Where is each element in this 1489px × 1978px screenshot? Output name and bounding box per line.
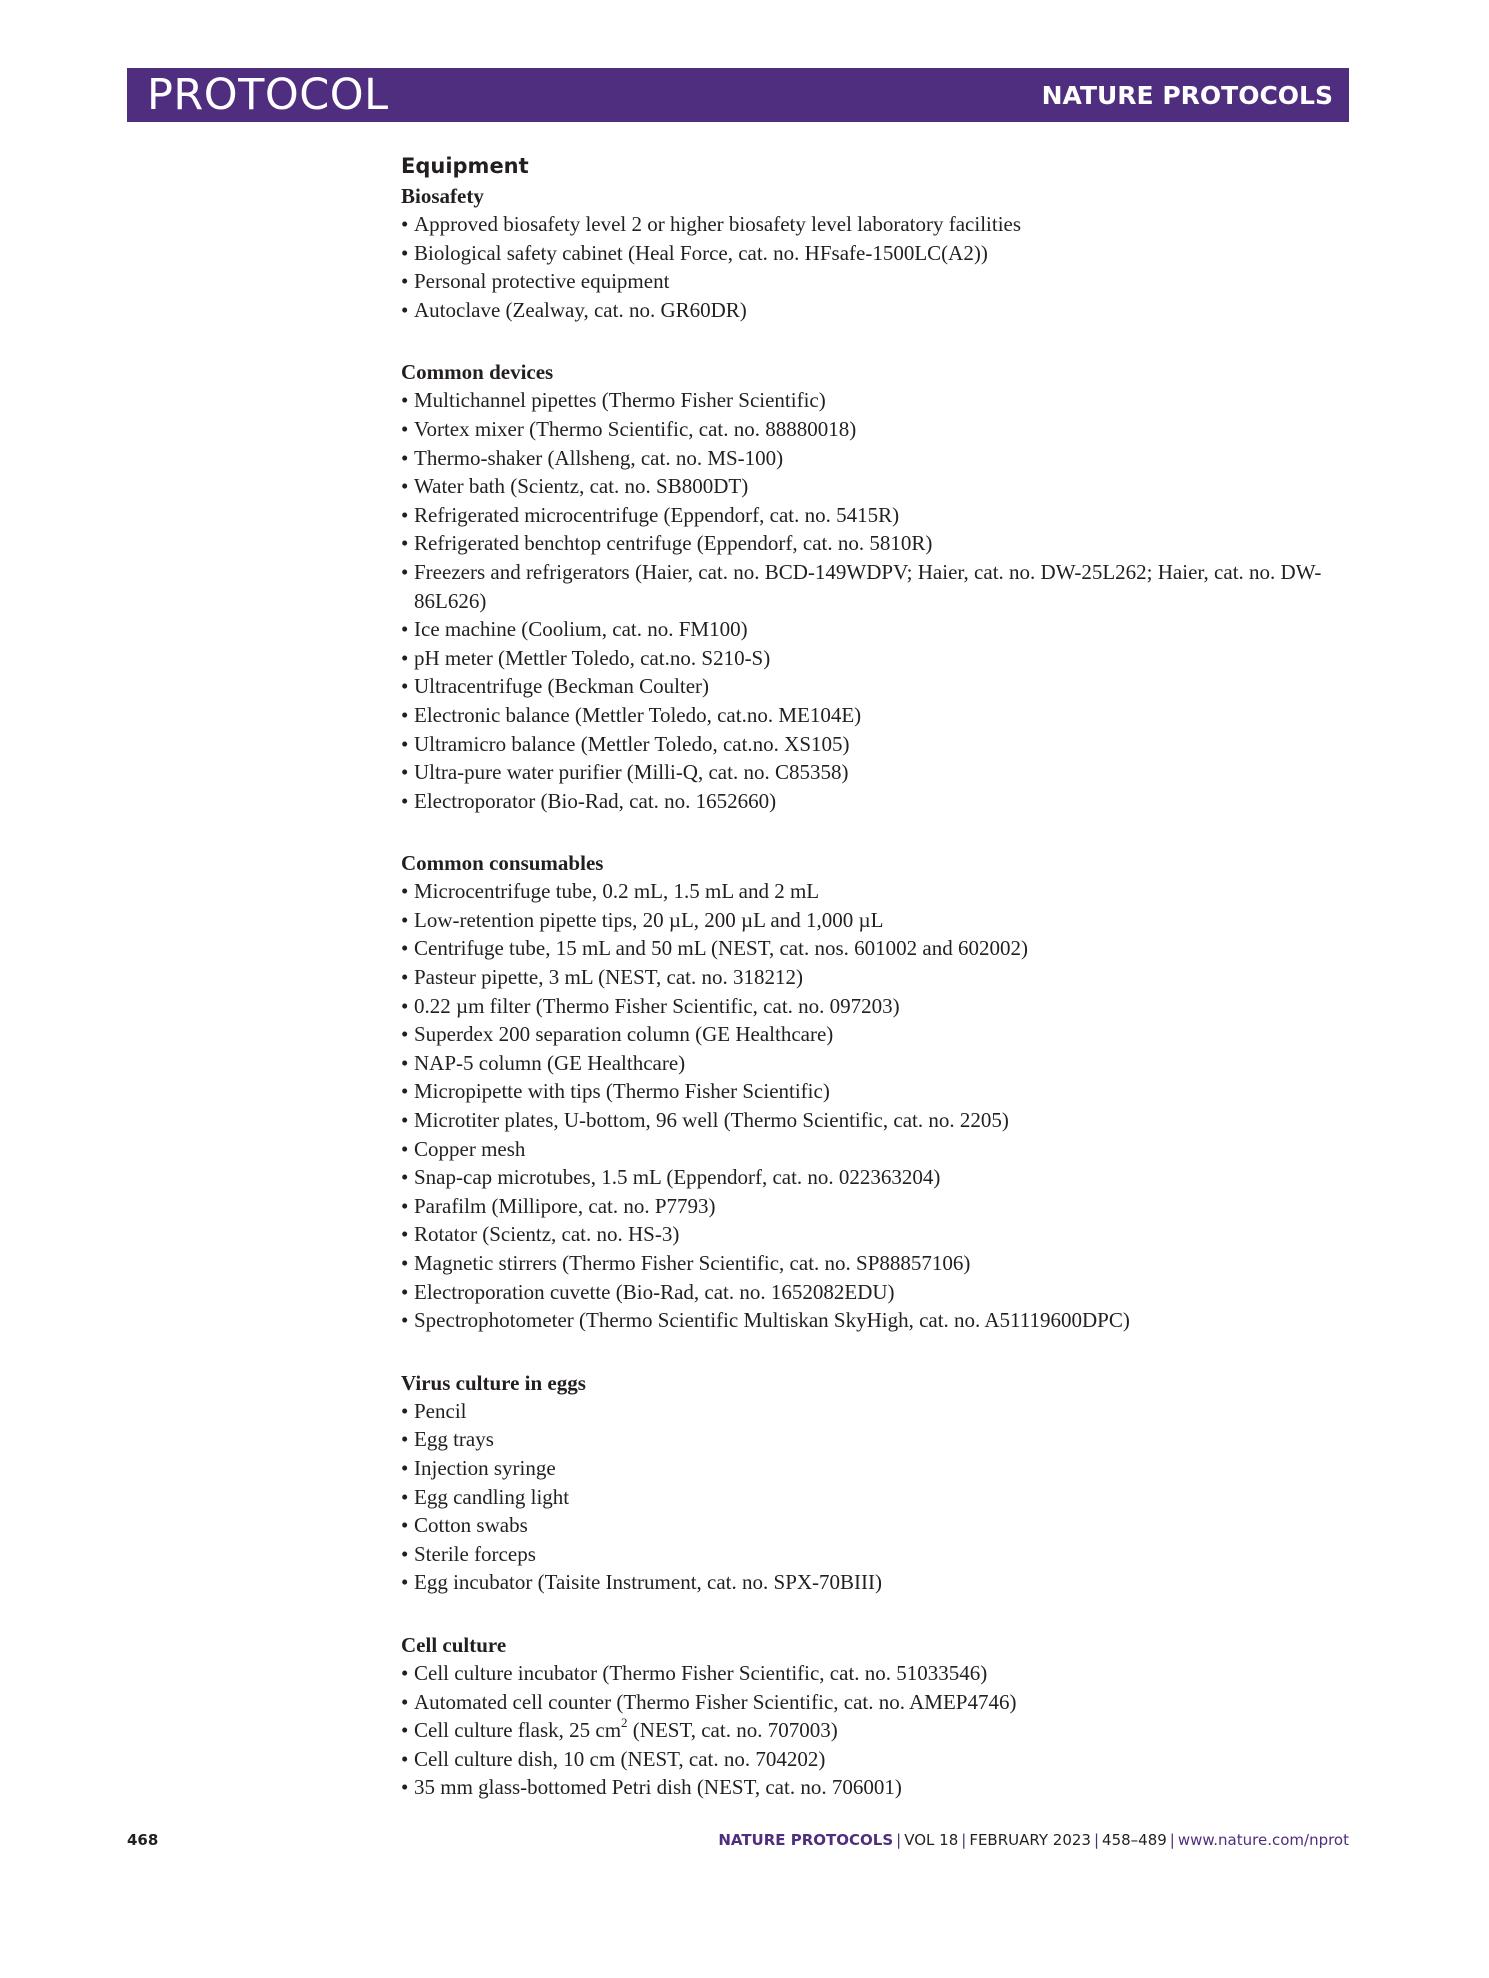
list-item-text: Personal protective equipment — [414, 269, 670, 294]
list-item-text: Cell culture incubator (Thermo Fisher Scientific, cat. no. 51033546) — [414, 1660, 988, 1685]
list-item-text: Electroporation cuvette (Bio-Rad, cat. no. 1652082EDU) — [414, 1279, 895, 1304]
bullet-icon: • — [401, 1484, 409, 1509]
list-item-text: Vortex mixer (Thermo Scientific, cat. no. 88880018) — [414, 416, 857, 441]
item-list — [401, 1659, 1351, 1802]
list-item — [401, 934, 1351, 963]
list-item — [401, 1511, 1351, 1540]
bullet-icon: • — [401, 474, 409, 499]
footer-separator: | — [896, 1831, 902, 1849]
list-item-text: Multichannel pipettes (Thermo Fisher Scientific) — [414, 388, 826, 413]
list-item-text: Microcentrifuge tube, 0.2 mL, 1.5 mL and 2 mL — [414, 879, 820, 904]
list-item-text: Ultramicro balance (Mettler Toledo, cat.no. XS105) — [414, 731, 850, 756]
list-item-text: Cell culture dish, 10 cm (NEST, cat. no. 704202) — [414, 1746, 826, 1771]
bullet-icon: • — [401, 1279, 409, 1304]
list-item — [401, 1716, 1351, 1745]
list-item — [401, 1163, 1351, 1192]
bullet-icon: • — [401, 1398, 409, 1423]
list-item-text: Refrigerated benchtop centrifuge (Eppendorf, cat. no. 5810R) — [414, 531, 933, 556]
list-item — [401, 1773, 1351, 1802]
footer-url-link[interactable]: www.nature.com/nprot — [1177, 1831, 1349, 1849]
bullet-icon: • — [401, 1746, 409, 1771]
list-item-text: Ultracentrifuge (Beckman Coulter) — [414, 674, 710, 699]
journal-header-bar — [127, 68, 1349, 122]
list-item-text: Microtiter plates, U-bottom, 96 well (Thermo Scientific, cat. no. 2205) — [414, 1108, 1009, 1133]
list-item — [401, 472, 1351, 501]
list-item — [401, 444, 1351, 473]
list-item-text: Cell culture flask, 25 cm — [414, 1718, 622, 1743]
bullet-icon: • — [401, 674, 409, 699]
list-item — [401, 644, 1351, 673]
list-item — [401, 1659, 1351, 1688]
bullet-icon: • — [401, 1718, 409, 1743]
bullet-icon: • — [401, 502, 409, 527]
equipment-section — [401, 1369, 1351, 1597]
bullet-icon: • — [401, 617, 409, 642]
equipment-section — [401, 358, 1351, 815]
list-item-text: Ice machine (Coolium, cat. no. FM100) — [414, 617, 748, 642]
equipment-heading: Equipment — [401, 154, 529, 178]
list-item-text: NAP-5 column (GE Healthcare) — [414, 1050, 686, 1075]
list-item-text: Water bath (Scientz, cat. no. SB800DT) — [414, 474, 749, 499]
bullet-icon: • — [401, 212, 409, 236]
list-item-text: Approved biosafety level 2 or higher biosafety level laboratory facilities — [414, 212, 1022, 236]
bullet-icon: • — [401, 1022, 409, 1047]
list-item-text: Freezers and refrigerators (Haier, cat. no. BCD-149WDPV; Haier, cat. no. DW-25L262; Haier, cat. no. DW-86L626) — [414, 559, 1322, 613]
list-item — [401, 877, 1351, 906]
bullet-icon: • — [401, 269, 409, 294]
bullet-icon: • — [401, 936, 409, 961]
bullet-icon: • — [401, 879, 409, 904]
bullet-icon: • — [401, 731, 409, 756]
bullet-icon: • — [401, 965, 409, 990]
list-item-text: Egg incubator (Taisite Instrument, cat. no. SPX-70BIII) — [414, 1570, 883, 1595]
list-item — [401, 210, 1351, 239]
bullet-icon: • — [401, 1165, 409, 1190]
bullet-icon: • — [401, 1570, 409, 1595]
list-item-suffix: (NEST, cat. no. 707003) — [627, 1718, 838, 1743]
bullet-icon: • — [401, 788, 409, 813]
footer-citation — [718, 1830, 1349, 1850]
bullet-icon: • — [401, 388, 409, 413]
equipment-section — [401, 849, 1351, 1335]
bullet-icon: • — [401, 1427, 409, 1452]
journal-name-header: NATURE PROTOCOLS — [1041, 81, 1333, 110]
bullet-icon: • — [401, 1136, 409, 1161]
list-item — [401, 558, 1351, 615]
list-item — [401, 787, 1351, 816]
list-item-text: Magnetic stirrers (Thermo Fisher Scientific, cat. no. SP88857106) — [414, 1251, 971, 1275]
bullet-icon: • — [401, 645, 409, 670]
list-item-text: Biological safety cabinet (Heal Force, cat. no. HFsafe-1500LC(A2)) — [414, 240, 988, 265]
list-item — [401, 296, 1351, 325]
list-item-text: Micropipette with tips (Thermo Fisher Scientific) — [414, 1079, 830, 1104]
list-item — [401, 529, 1351, 558]
bullet-icon: • — [401, 1079, 409, 1104]
list-item-text: pH meter (Mettler Toledo, cat.no. S210-S) — [414, 645, 771, 670]
list-item — [401, 1192, 1351, 1221]
list-item — [401, 1688, 1351, 1717]
equipment-section — [401, 1631, 1351, 1802]
bullet-icon: • — [401, 240, 409, 265]
list-item — [401, 1568, 1351, 1597]
section-title: Cell culture — [401, 1632, 507, 1657]
list-item — [401, 501, 1351, 530]
item-list — [401, 877, 1351, 1335]
list-item — [401, 1425, 1351, 1454]
article-type-label: PROTOCOL — [147, 70, 389, 120]
item-list — [401, 1397, 1351, 1597]
list-item-text: Centrifuge tube, 15 mL and 50 mL (NEST, cat. nos. 601002 and 602002) — [414, 936, 1028, 961]
footer-volume: VOL 18 — [904, 1831, 959, 1849]
list-item — [401, 992, 1351, 1021]
item-list — [401, 386, 1351, 815]
bullet-icon: • — [401, 559, 409, 584]
list-item-text: Injection syringe — [414, 1455, 556, 1480]
list-item-text: Autoclave (Zealway, cat. no. GR60DR) — [414, 297, 747, 322]
list-item — [401, 615, 1351, 644]
list-item-text: Cotton swabs — [414, 1513, 528, 1538]
bullet-icon: • — [401, 416, 409, 441]
list-item — [401, 1106, 1351, 1135]
bullet-icon: • — [401, 297, 409, 322]
bullet-icon: • — [401, 1455, 409, 1480]
page-number: 468 — [127, 1831, 159, 1849]
list-item-text: Superdex 200 separation column (GE Healthcare) — [414, 1022, 834, 1047]
list-item-text: Parafilm (Millipore, cat. no. P7793) — [414, 1193, 716, 1218]
section-title: Virus culture in eggs — [401, 1370, 586, 1395]
footer-separator: | — [1169, 1831, 1175, 1849]
list-item — [401, 1306, 1351, 1335]
bullet-icon: • — [401, 1541, 409, 1566]
list-item — [401, 1540, 1351, 1569]
list-item — [401, 701, 1351, 730]
list-item — [401, 1020, 1351, 1049]
bullet-icon: • — [401, 993, 409, 1018]
list-item — [401, 963, 1351, 992]
footer-separator: | — [961, 1831, 967, 1849]
list-item — [401, 672, 1351, 701]
list-item-text: Thermo-shaker (Allsheng, cat. no. MS-100) — [414, 445, 784, 470]
list-item — [401, 1049, 1351, 1078]
bullet-icon: • — [401, 1775, 409, 1800]
superscript: 2 — [621, 1715, 628, 1731]
list-item — [401, 267, 1351, 296]
list-item — [401, 906, 1351, 935]
bullet-icon: • — [401, 1108, 409, 1133]
section-title: Biosafety — [401, 184, 484, 208]
bullet-icon: • — [401, 907, 409, 932]
list-item-text: Ultra-pure water purifier (Milli-Q, cat. no. C85358) — [414, 760, 849, 785]
list-item-text: Egg candling light — [414, 1484, 570, 1509]
footer-date: FEBRUARY 2023 — [969, 1831, 1091, 1849]
list-item — [401, 1483, 1351, 1512]
bullet-icon: • — [401, 760, 409, 785]
list-item-text: Spectrophotometer (Thermo Scientific Multiskan SkyHigh, cat. no. A51119600DPC) — [414, 1308, 1130, 1333]
list-item-text: Pasteur pipette, 3 mL (NEST, cat. no. 318212) — [414, 965, 804, 990]
list-item-text: Rotator (Scientz, cat. no. HS-3) — [414, 1222, 680, 1247]
list-item — [401, 386, 1351, 415]
bullet-icon: • — [401, 531, 409, 556]
equipment-sections — [401, 182, 1351, 1802]
bullet-icon: • — [401, 1689, 409, 1714]
footer-journal: NATURE PROTOCOLS — [718, 1831, 894, 1849]
list-item — [401, 415, 1351, 444]
list-item — [401, 1278, 1351, 1307]
list-item-text: Electronic balance (Mettler Toledo, cat.no. ME104E) — [414, 702, 862, 727]
main-content — [401, 152, 1351, 1836]
list-item-text: Automated cell counter (Thermo Fisher Scientific, cat. no. AMEP4746) — [414, 1689, 1017, 1714]
list-item — [401, 758, 1351, 787]
list-item-text: Pencil — [414, 1398, 467, 1423]
list-item — [401, 1220, 1351, 1249]
list-item — [401, 1077, 1351, 1106]
list-item — [401, 239, 1351, 268]
list-item — [401, 1397, 1351, 1426]
footer-pages: 458–489 — [1102, 1831, 1167, 1849]
list-item — [401, 1454, 1351, 1483]
bullet-icon: • — [401, 1050, 409, 1075]
list-item-text: Electroporator (Bio-Rad, cat. no. 1652660) — [414, 788, 777, 813]
bullet-icon: • — [401, 702, 409, 727]
item-list — [401, 210, 1351, 324]
section-title: Common consumables — [401, 851, 604, 876]
list-item — [401, 730, 1351, 759]
bullet-icon: • — [401, 1193, 409, 1218]
list-item-text: Snap-cap microtubes, 1.5 mL (Eppendorf, cat. no. 022363204) — [414, 1165, 941, 1190]
list-item — [401, 1745, 1351, 1774]
bullet-icon: • — [401, 1222, 409, 1247]
section-title: Common devices — [401, 360, 554, 385]
bullet-icon: • — [401, 1251, 409, 1275]
bullet-icon: • — [401, 1660, 409, 1685]
equipment-section — [401, 182, 1351, 324]
list-item-text: Egg trays — [414, 1427, 494, 1452]
list-item-text: 0.22 µm filter (Thermo Fisher Scientific, cat. no. 097203) — [414, 993, 900, 1018]
list-item-text: 35 mm glass-bottomed Petri dish (NEST, cat. no. 706001) — [414, 1775, 902, 1800]
footer-separator: | — [1093, 1831, 1100, 1849]
list-item — [401, 1249, 1351, 1278]
list-item — [401, 1135, 1351, 1164]
list-item-text: Sterile forceps — [414, 1541, 536, 1566]
bullet-icon: • — [401, 445, 409, 470]
bullet-icon: • — [401, 1513, 409, 1538]
list-item-text: Refrigerated microcentrifuge (Eppendorf, cat. no. 5415R) — [414, 502, 900, 527]
list-item-text: Copper mesh — [414, 1136, 526, 1161]
list-item-text: Low-retention pipette tips, 20 µL, 200 µL and 1,000 µL — [414, 907, 884, 932]
bullet-icon: • — [401, 1308, 409, 1333]
